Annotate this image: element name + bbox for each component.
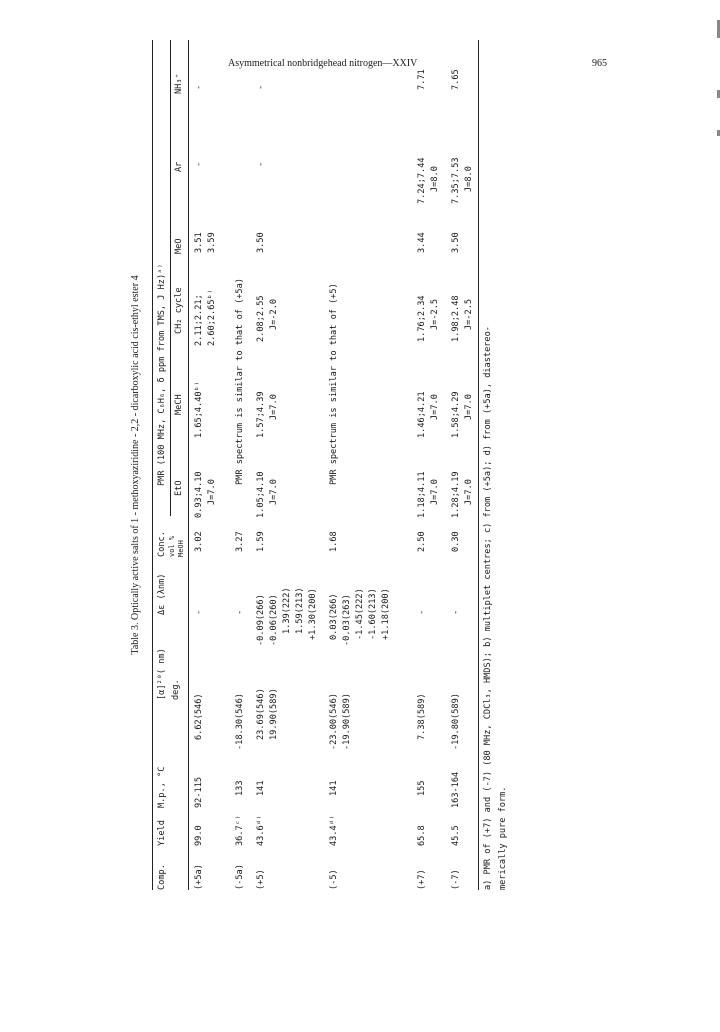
cell-delta-eps: - [194, 609, 204, 615]
cell-meo: 3.50 [451, 232, 461, 253]
cell-comp: (+5a) [194, 864, 204, 890]
cell-delta-eps: - [417, 609, 427, 615]
cell-alpha: -23.00(546) [329, 693, 339, 750]
header-conc-vol: vol % [168, 535, 176, 557]
cell-conc: 2.50 [417, 531, 427, 552]
table-footnote-continued: merically pure form. [498, 786, 508, 890]
cell-mp: 155 [417, 780, 427, 796]
header-delta-eps: Δε (λnm) [157, 573, 167, 615]
cell-delta-eps: +1.30(200) [308, 588, 318, 640]
cell-pmr-note: PMR spectrum is similar to that of (+5) [329, 283, 339, 485]
header-alpha: [α]²⁰( nm) [157, 648, 167, 700]
cell-conc: 3.27 [235, 531, 245, 552]
cell-ch2-j: J=-2.5 [430, 298, 440, 330]
cell-mech: 1.58;4.29 [451, 391, 461, 438]
cell-eto: 1.18;4.11 [417, 471, 427, 518]
cell-alpha: 23.69(546) [256, 688, 266, 740]
cell-eto: 0.93;4.10 [194, 471, 204, 518]
cell-eto-j: J=7.0 [430, 479, 440, 505]
cell-delta-eps: -1.45(222) [355, 588, 365, 640]
cell-comp: (-5a) [235, 864, 245, 890]
cell-ar: 7.35;7.53 [451, 157, 461, 204]
cell-delta-eps: - [235, 609, 245, 615]
cell-delta-eps: +1.18(200) [381, 588, 391, 640]
cell-alpha: -19.80(589) [451, 693, 461, 750]
table-header-rule [188, 40, 189, 890]
cell-ar-j: J=8.0 [464, 166, 474, 192]
table-bottom-rule [478, 40, 479, 890]
data-table [130, 40, 530, 890]
cell-ar: 7.24;7.44 [417, 157, 427, 204]
cell-delta-eps: - [451, 609, 461, 615]
cell-ch2: 1.98;2.48 [451, 295, 461, 342]
cell-mp: 92-115 [194, 776, 204, 808]
header-eto: EtO [174, 480, 184, 496]
header-ch2: CH₂ cycle [174, 287, 184, 334]
cell-ch2: 2.11;2.21; [194, 294, 204, 346]
header-pmr: PMR (100 MHz, C₆H₆, δ ppm from TMS, J Hz)ᵃ⁾ [157, 263, 167, 486]
cell-ar-j: J=8.0 [430, 166, 440, 192]
cell-ch2-2: 2.60;2.65ᵇ⁾ [207, 289, 217, 346]
cell-delta-eps: 0.03(266) [329, 593, 339, 640]
cell-delta-eps: 1.59(213) [295, 587, 305, 634]
table-caption: Table 3. Optically active salts of 1 - methoxyaziridine - 2,2 - dicarboxylic acid cis-ethyl ester 4 [130, 275, 141, 655]
cell-nh3: - [256, 84, 266, 90]
cell-mech: 1.57;4.39 [256, 391, 266, 438]
cell-conc: 1.68 [329, 531, 339, 552]
header-meo: MeO [174, 238, 184, 254]
header-alpha-unit: deg. [171, 679, 181, 700]
header-mech: MeCH [174, 394, 184, 415]
cell-mech-j: J=7.0 [430, 394, 440, 420]
cell-eto: 1.28;4.19 [451, 471, 461, 518]
cell-ch2-j: J=-2.0 [269, 298, 279, 330]
page-number: 965 [592, 58, 607, 69]
cell-meo: 3.51 [194, 232, 204, 253]
cell-yield: 45.5 [451, 825, 461, 846]
cell-yield: 65.8 [417, 825, 427, 846]
cell-ch2: 2.08;2.55 [256, 295, 266, 342]
cell-ar: - [256, 161, 266, 167]
cell-yield: 43.6ᵈ⁾ [256, 814, 266, 846]
cell-mech-j: J=7.0 [269, 394, 279, 420]
cell-conc: 1.59 [256, 531, 266, 552]
table-footnote: a) PMR of (+7) and (-7) (80 MHz, CDCl₃, HMDS); b) multiplet centres; c) from (+5a); d) from (+5a), diastereo- [483, 326, 493, 890]
cell-comp: (-5) [329, 869, 339, 890]
cell-yield: 99.0 [194, 825, 204, 846]
cell-delta-eps: -0.09(266) [256, 594, 266, 646]
cell-meo: 3.44 [417, 232, 427, 253]
cell-mp: 141 [329, 780, 339, 796]
header-mp: M.p., °C [157, 766, 167, 808]
header-conc-solvent: MeOH [177, 540, 185, 557]
cell-eto-j: J=7.0 [464, 479, 474, 505]
cell-pmr-note: PMR spectrum is similar to that of (+5a) [235, 278, 245, 485]
header-conc: Conc. [157, 531, 167, 557]
cell-meo: 3.50 [256, 232, 266, 253]
header-ar: Ar [174, 161, 184, 172]
pmr-header-rule [170, 40, 171, 516]
cell-ch2-j: J=-2.5 [464, 298, 474, 330]
table-top-rule [152, 40, 153, 890]
cell-alpha-2: 19.90(589) [269, 688, 279, 740]
cell-alpha: 7.38(589) [417, 693, 427, 740]
cell-meo-2: 3.59 [207, 232, 217, 253]
cell-eto-j: J=7.0 [269, 479, 279, 505]
cell-conc: 0.30 [451, 531, 461, 552]
cell-mp: 141 [256, 780, 266, 796]
cell-alpha: 6.62(546) [194, 693, 204, 740]
cell-nh3: 7.71 [417, 69, 427, 90]
cell-comp: (-7) [451, 869, 461, 890]
running-title: Asymmetrical nonbridgehead nitrogen—XXIV [228, 58, 418, 69]
cell-ar: - [194, 161, 204, 167]
cell-delta-eps: 1.39(222) [282, 587, 292, 634]
cell-nh3: 7.65 [451, 69, 461, 90]
cell-nh3: - [194, 84, 204, 90]
cell-comp: (+5) [256, 869, 266, 890]
cell-mech: 1.46;4.21 [417, 391, 427, 438]
cell-delta-eps: -0.03(263) [342, 594, 352, 646]
header-comp: Comp. [157, 864, 167, 890]
cell-yield: 43.4ᵈ⁾ [329, 814, 339, 846]
cell-delta-eps: -0.06(260) [269, 594, 279, 646]
cell-ch2: 1.76;2.34 [417, 295, 427, 342]
cell-alpha: -18.30(546) [235, 693, 245, 750]
cell-mech: 1.65;4.40ᵇ⁾ [194, 381, 204, 438]
header-yield: Yield [157, 820, 167, 846]
cell-comp: (+7) [417, 869, 427, 890]
cell-mech-j: J=7.0 [464, 394, 474, 420]
cell-mp: 133 [235, 780, 245, 796]
cell-eto-j: J=7.0 [207, 479, 217, 505]
header-nh3: NH₃⁺ [174, 73, 184, 94]
cell-conc: 3.02 [194, 531, 204, 552]
cell-mp: 163-164 [451, 771, 461, 808]
cell-delta-eps: -1.60(213) [368, 588, 378, 640]
cell-eto: 1.05;4.10 [256, 471, 266, 518]
cell-alpha-2: -19.90(589) [342, 693, 352, 750]
cell-yield: 36.7ᶜ⁾ [235, 814, 245, 846]
